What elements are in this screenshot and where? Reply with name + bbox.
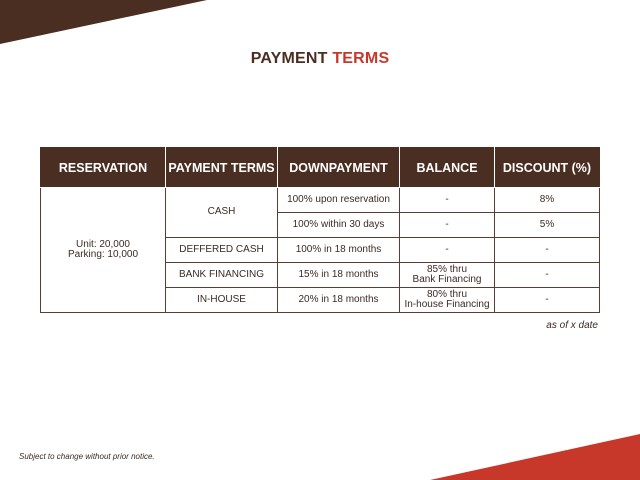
balance-cell: - [400, 188, 495, 213]
bottom-right-corner-shape [430, 430, 640, 480]
table-header-row [41, 148, 600, 188]
discount-cell: 8% [495, 188, 600, 213]
table-row [41, 188, 600, 213]
footer-notice: Subject to change without prior notice. [19, 452, 155, 461]
as-of-date-note: as of x date [546, 320, 598, 331]
payment-terms-table [40, 147, 600, 313]
title-part-terms: TERMS [332, 50, 390, 67]
header-downpayment: DOWNPAYMENT [278, 148, 400, 188]
balance-line: In-house Financing [404, 299, 490, 310]
title-part-payment: PAYMENT [250, 50, 333, 67]
term-cell: BANK FINANCING [166, 263, 278, 288]
downpayment-cell: 15% in 18 months [278, 263, 400, 288]
balance-line: 85% thru [426, 263, 468, 275]
balance-line: 80% thru [426, 288, 468, 300]
discount-cell: - [495, 288, 600, 313]
reservation-parking: Parking: 10,000 [67, 249, 139, 260]
reservation-unit: Unit: 20,000 [76, 238, 130, 250]
term-cell: DEFFERED CASH [166, 238, 278, 263]
balance-cell: - [400, 213, 495, 238]
downpayment-cell: 20% in 18 months [278, 288, 400, 313]
term-cell: IN-HOUSE [166, 288, 278, 313]
balance-cell: - [400, 238, 495, 263]
page-title [0, 50, 640, 68]
header-reservation: RESERVATION [41, 148, 166, 188]
reservation-cell [41, 188, 166, 313]
top-left-corner-shape [0, 0, 210, 46]
downpayment-cell: 100% upon reservation [278, 188, 400, 213]
header-balance: BALANCE [400, 148, 495, 188]
discount-cell: - [495, 263, 600, 288]
discount-cell: 5% [495, 213, 600, 238]
balance-cell [400, 263, 495, 288]
downpayment-cell: 100% within 30 days [278, 213, 400, 238]
balance-cell [400, 288, 495, 313]
header-payment-terms: PAYMENT TERMS [166, 148, 278, 188]
balance-line: Bank Financing [412, 274, 482, 285]
discount-cell: - [495, 238, 600, 263]
header-discount: DISCOUNT (%) [495, 148, 600, 188]
downpayment-cell: 100% in 18 months [278, 238, 400, 263]
term-cell: CASH [166, 188, 278, 238]
